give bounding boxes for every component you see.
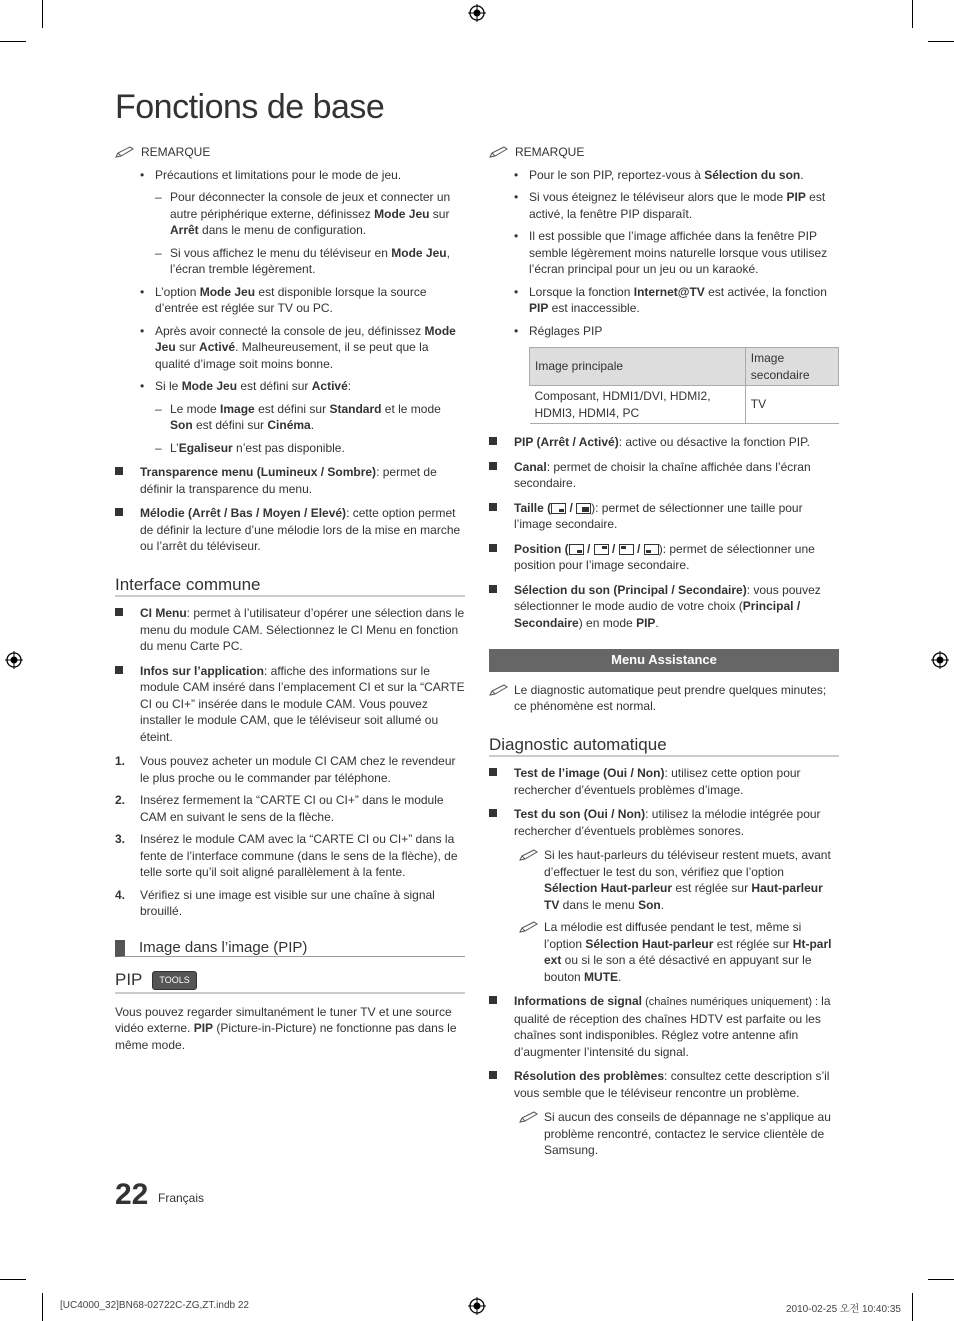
paragraph: Vous pouvez regarder simultanément le tuner TV et une source vidéo externe. PIP (Picture-in-Picture) ne fonctionne pas dans le même mode.: [115, 1004, 457, 1052]
list-item: Position ( / / / ): permet de sélectionner une position pour l’image secondaire.: [489, 541, 839, 574]
position-top-left-icon: [619, 544, 634, 555]
language-label: Français: [158, 1191, 205, 1205]
list-item: • L’option Mode Jeu est disponible lorsque la source d’entrée est réglée sur TV ou PC.: [140, 284, 427, 315]
note-item: Le diagnostic automatique peut prendre quelques minutes; ce phénomène est normal.: [489, 682, 839, 715]
list-item: Test du son (Oui / Non): utilisez la mélodie intégrée pour rechercher d’éventuels problèmes sonores.: [489, 806, 839, 839]
pencil-note-icon: [489, 146, 509, 158]
registration-mark-icon: [468, 4, 486, 22]
table-header: Image principale: [530, 348, 746, 386]
tools-badge: TOOLS: [152, 971, 196, 990]
section-heading: Diagnostic automatique: [489, 737, 839, 758]
step-item: 2. Insérez fermement la “CARTE CI ou CI+” dans le module CAM en suivant le sens de la flèche.: [115, 793, 444, 824]
note-item: La mélodie est diffusée pendant le test, même si l’option Sélection Haut-parleur est réglée sur Ht-parl ext ou si le son a été désactivé en appuyant sur le bouton MUTE.: [519, 919, 839, 985]
large-size-icon: [576, 503, 591, 514]
pencil-note-icon: [489, 684, 509, 696]
page-title: Fonctions de base: [115, 88, 385, 126]
step-item: 4. Vérifiez si une image est visible sur une chaîne à signal brouillé.: [115, 887, 435, 918]
list-item: – Le mode Image est défini sur Standard et le mode Son est défini sur Cinéma.: [155, 401, 441, 432]
pip-settings-table: [529, 347, 839, 424]
list-item: • Après avoir connecté la console de jeu, définissez Mode Jeu sur Activé. Malheureusement, il se peut que la qualité d’image soit moins bonne.: [140, 323, 456, 371]
step-item: 3. Insérez le module CAM avec la “CARTE CI ou CI+” dans la fente de l’interface commune (dans le sens de la flèche), de telle sorte qu’il soit aligné parallèlement à la fente.: [115, 832, 458, 879]
table-row: Composant, HDMI1/DVI, HDMI2, HDMI3, HDMI4, PC TV: [530, 386, 839, 424]
crop-mark: [928, 1279, 954, 1280]
registration-mark-icon: [468, 1297, 486, 1315]
crop-mark: [928, 41, 954, 42]
list-item: – Pour déconnecter la console de jeux et connecter un autre périphérique externe, définissez Mode Jeu sur Arrêt dans le menu de configuration.: [155, 190, 451, 237]
left-column: [115, 140, 465, 1053]
list-item: Taille ( / ): permet de sélectionner une taille pour l’image secondaire.: [489, 500, 839, 533]
list-item: • Lorsque la fonction Internet@TV est activée, la fonction PIP est inaccessible.: [514, 284, 827, 315]
step-item: 1. Vous pouvez acheter un module CI CAM chez le revendeur le plus proche ou le commander par téléphone.: [115, 754, 456, 785]
registration-mark-icon: [931, 651, 949, 669]
note-label: REMARQUE: [515, 145, 585, 159]
position-bottom-left-icon: [644, 544, 659, 555]
list-item: Transparence menu (Lumineux / Sombre): permet de définir la transparence du menu.: [115, 464, 465, 497]
crop-mark: [42, 1293, 43, 1321]
list-item: • Si vous éteignez le téléviseur alors que le mode PIP est activé, la fenêtre PIP disparaît.: [514, 190, 826, 221]
small-size-icon: [551, 503, 566, 514]
list-item: • Pour le son PIP, reportez-vous à Sélection du son.: [514, 167, 804, 182]
list-item: Sélection du son (Principal / Secondaire): vous pouvez sélectionner le mode audio de votre choix (Principal / Secondaire) en mode PIP.: [489, 582, 839, 632]
list-item: • Si le Mode Jeu est défini sur Activé:: [140, 379, 352, 393]
subsection-heading: Image dans l’image (PIP): [115, 940, 465, 958]
list-item: Infos sur l’application: affiche des informations sur le module CAM inséré dans l’emplacement CI et sur la “CARTE CI ou CI+” insérée dans le module CAM. Vous pouvez installer le module CAM, que le téléviseur soit allumé ou éteint.: [115, 663, 465, 746]
note-label: REMARQUE: [141, 145, 211, 159]
section-heading: Interface commune: [115, 577, 465, 598]
note-heading: [489, 144, 839, 161]
note-item: Si aucun des conseils de dépannage ne s’applique au problème rencontré, contactez le service clientèle de Samsung.: [519, 1109, 839, 1159]
registration-mark-icon: [5, 651, 23, 669]
pencil-note-icon: [115, 146, 135, 158]
section-heading: PIP TOOLS: [115, 971, 465, 994]
list-item: – L’Egaliseur n’est pas disponible.: [155, 440, 345, 455]
note-item: Si les haut-parleurs du téléviseur restent muets, avant d’effectuer le test du son, vérifiez que l’option Sélection Haut-parleur est réglée sur Haut-parleur TV dans le menu Son.: [519, 847, 839, 913]
list-item: Canal: permet de choisir la chaîne affichée dans l’écran secondaire.: [489, 459, 839, 492]
crop-mark: [912, 0, 913, 28]
table-header: Image secondaire: [745, 348, 838, 386]
list-item: • Réglages PIP: [514, 323, 603, 338]
footer-file-info: [UC4000_32]BN68-02722C-ZG,ZT.indb 22: [60, 1300, 249, 1311]
position-top-right-icon: [594, 544, 609, 555]
note-heading: [115, 144, 465, 161]
list-item: PIP (Arrêt / Activé): active ou désactive la fonction PIP.: [489, 434, 839, 451]
list-item: Informations de signal (chaînes numériques uniquement) : la qualité de réception des chaînes HDTV est parfaite ou les chaînes sont indisponibles. Réglez votre antenne afin d’augmenter l’intensité du signal.: [489, 993, 839, 1060]
list-item: • Il est possible que l’image affichée dans la fenêtre PIP semble légèrement moins naturelle lorsque vous utilisez l’écran principal pour un jeu ou un karaoké.: [514, 229, 828, 276]
list-item: Résolution des problèmes: consultez cette description s’il vous semble que le téléviseur rencontre un problème.: [489, 1068, 839, 1101]
pencil-note-icon: [519, 921, 539, 933]
list-item: Test de l’image (Oui / Non): utilisez cette option pour rechercher d’éventuels problèmes d’image.: [489, 765, 839, 798]
right-column: [489, 140, 839, 1165]
crop-mark: [0, 1279, 26, 1280]
menu-assistance-banner: Menu Assistance: [489, 649, 839, 672]
list-item: CI Menu: permet à l’utilisateur d’opérer une sélection dans le menu du module CAM. Sélectionnez le CI Menu en fonction du menu Carte PC.: [115, 605, 465, 655]
footer-date: 2010-02-25 오전 10:40:35: [786, 1304, 901, 1315]
crop-mark: [42, 0, 43, 28]
list-item: • Précautions et limitations pour le mode de jeu.: [140, 167, 402, 182]
pencil-note-icon: [519, 1111, 539, 1123]
page-number: 22: [115, 1178, 149, 1211]
list-item: Mélodie (Arrêt / Bas / Moyen / Elevé): cette option permet de définir la lecture d’une mélodie lors de la mise en marche ou l’arrêt du téléviseur.: [115, 505, 465, 555]
list-item: – Si vous affichez le menu du téléviseur en Mode Jeu, l’écran tremble légèrement.: [155, 245, 450, 276]
pencil-note-icon: [519, 849, 539, 861]
crop-mark: [0, 41, 26, 42]
position-bottom-right-icon: [569, 544, 584, 555]
crop-mark: [912, 1293, 913, 1321]
